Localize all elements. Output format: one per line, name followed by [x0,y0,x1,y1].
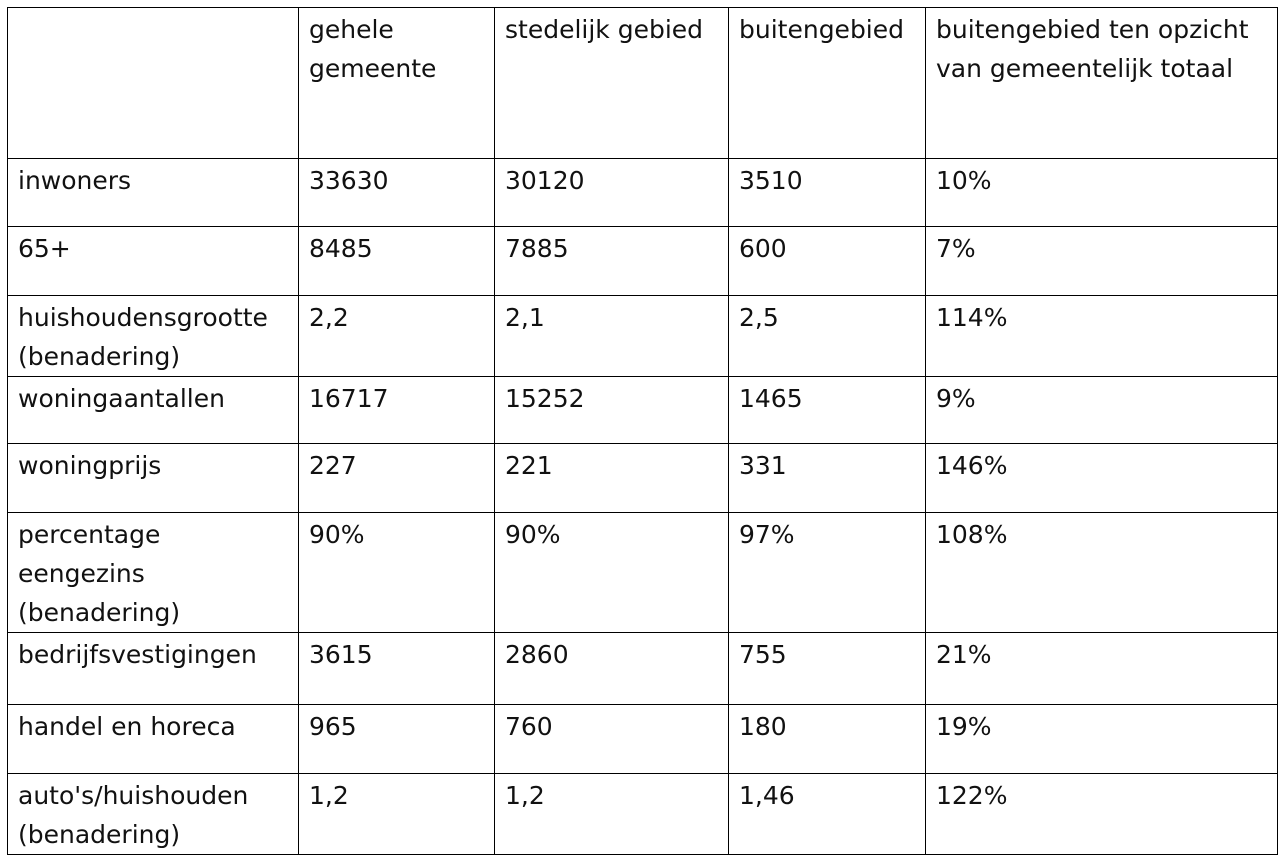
table-cell: 2,5 [729,296,926,377]
table-cell: 90% [495,513,729,633]
table-cell: 1,2 [299,774,495,855]
table-cell: 7885 [495,227,729,296]
table-cell: 2,1 [495,296,729,377]
header-cell [8,8,299,159]
table-cell: 15252 [495,377,729,444]
statistics-table [7,7,1278,855]
table-row [8,444,1278,513]
table-cell: 1,46 [729,774,926,855]
table-row [8,633,1278,705]
table-cell: 1465 [729,377,926,444]
table-row [8,227,1278,296]
table-cell: 9% [926,377,1278,444]
table-cell: 33630 [299,159,495,227]
table-cell: 97% [729,513,926,633]
row-label: 65+ [8,227,299,296]
row-label: huishoudensgrootte (benadering) [8,296,299,377]
row-label: bedrijfsvestigingen [8,633,299,705]
table-cell: 114% [926,296,1278,377]
table-cell: 221 [495,444,729,513]
header-cell: gehele gemeente [299,8,495,159]
table-cell: 16717 [299,377,495,444]
table-cell: 755 [729,633,926,705]
table-cell: 19% [926,705,1278,774]
table-cell: 122% [926,774,1278,855]
header-cell: buitengebied ten opzicht van gemeentelijk totaal [926,8,1278,159]
table-cell: 8485 [299,227,495,296]
table-row [8,513,1278,633]
header-cell: buitengebied [729,8,926,159]
table-row [8,296,1278,377]
header-cell: stedelijk gebied [495,8,729,159]
table-cell: 90% [299,513,495,633]
table-row [8,159,1278,227]
table-cell: 227 [299,444,495,513]
row-label: woningprijs [8,444,299,513]
table-cell: 10% [926,159,1278,227]
row-label: auto's/huishouden (benadering) [8,774,299,855]
row-label: woningaantallen [8,377,299,444]
table-cell: 30120 [495,159,729,227]
table-cell: 21% [926,633,1278,705]
table-row [8,705,1278,774]
row-label: handel en horeca [8,705,299,774]
table-cell: 3615 [299,633,495,705]
table-cell: 760 [495,705,729,774]
table-cell: 2860 [495,633,729,705]
table-cell: 3510 [729,159,926,227]
table-row [8,377,1278,444]
row-label: percentage eengezins (benadering) [8,513,299,633]
table-cell: 7% [926,227,1278,296]
table-cell: 331 [729,444,926,513]
table-header-row [8,8,1278,159]
table-cell: 108% [926,513,1278,633]
table-cell: 1,2 [495,774,729,855]
row-label: inwoners [8,159,299,227]
table-cell: 600 [729,227,926,296]
table-cell: 965 [299,705,495,774]
table-cell: 146% [926,444,1278,513]
table-cell: 180 [729,705,926,774]
table-cell: 2,2 [299,296,495,377]
table-row [8,774,1278,855]
